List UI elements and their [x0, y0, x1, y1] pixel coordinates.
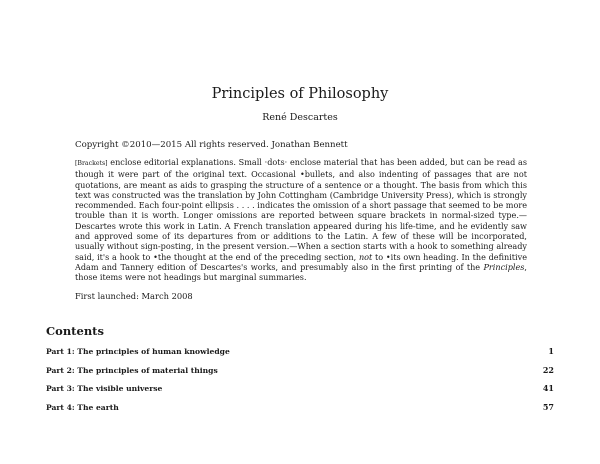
- document-title: Principles of Philosophy: [211, 86, 389, 102]
- toc-entry-part-1[interactable]: [46, 346, 554, 365]
- intro-text-3: , those items were not headings but marginal summaries.: [75, 261, 527, 283]
- toc-entry-page: 22: [542, 364, 554, 375]
- toc-entry-label: Part 4: The earth: [46, 403, 119, 413]
- toc-entry-label: Part 3: The visible universe: [46, 384, 163, 394]
- not-word: not: [358, 251, 373, 262]
- toc-entry-page: 57: [542, 402, 554, 413]
- toc-entry-page: 1: [548, 346, 554, 356]
- toc-entry-part-2[interactable]: [46, 365, 554, 384]
- contents-heading: Contents: [46, 324, 104, 338]
- copyright-line: Copyright ©2010—2015 All rights reserved. Jonathan Bennett: [75, 140, 348, 150]
- document-author: René Descartes: [262, 112, 338, 123]
- editorial-intro: [75, 157, 527, 283]
- toc-entry-label: Part 1: The principles of human knowledge: [46, 347, 230, 356]
- intro-text-2: to •its own heading. In the definitive Adam and Tannery edition of Descartes's works, and presumably also in the first printing of the: [75, 251, 527, 272]
- toc-entry-page: 41: [542, 383, 554, 394]
- toc-entry-part-4[interactable]: [46, 402, 554, 421]
- toc-entry-label: Part 2: The principles of material things: [46, 365, 218, 375]
- brackets-word: [Brackets]: [75, 160, 108, 167]
- principles-word: Principles: [483, 261, 525, 272]
- intro-text-1: enclose editorial explanations. Small ·dots· enclose material that has been added, but can be read as though it were part of the original text. Occasional •bullets, and also indenting of passages that are not quotations, are meant as aids to grasping the structure of a sentence or a thought. The basis from which this text was constructed was the translation by John Cottingham (Cambridge University Press), which is strongly recommended. Each four-point ellipsis . . . . indicates the omission of a short passage that seemed to be more trouble than it is worth. Longer omissions are reported between square brackets in normal-sized type.—Descartes wrote this work in Latin. A French translation appeared during his life-time, and he evidently saw and approved some of its departures from or additions to the Latin. A few of these will be incorporated, usually without sign-posting, in the present version.—When a section starts with a hook to something already said, it's a hook to •the thought at the end of the preceding section,: [75, 157, 527, 262]
- table-of-contents: [46, 346, 554, 421]
- first-launched: First launched: March 2008: [75, 291, 193, 301]
- toc-entry-part-3[interactable]: [46, 383, 554, 402]
